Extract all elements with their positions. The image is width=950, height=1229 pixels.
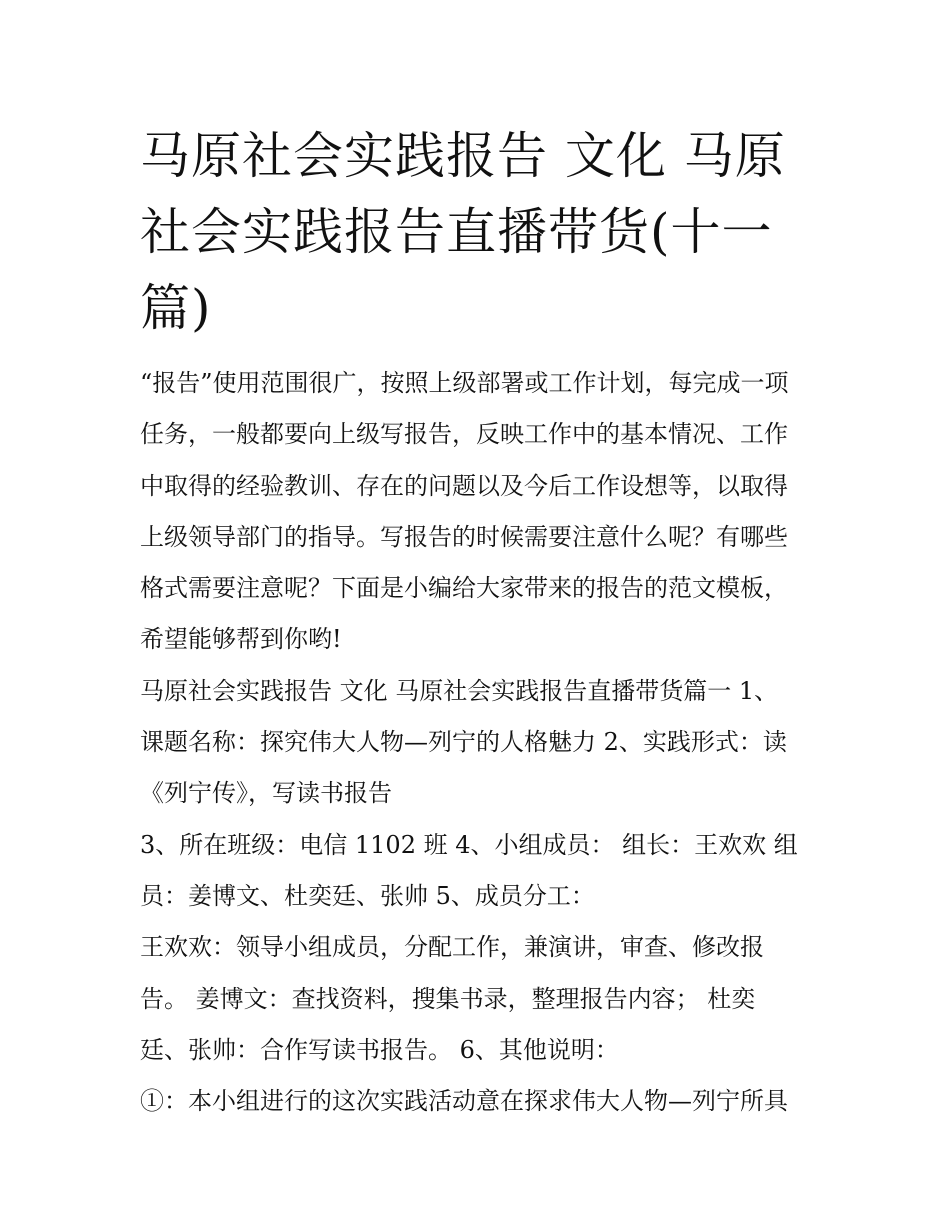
intro-line: “报告”使用范围很广，按照上级部署或工作计划，每完成一项	[140, 369, 789, 397]
intro-line: 任务，一般都要向上级写报告，反映工作中的基本情况、工作	[140, 420, 788, 449]
document-title	[140, 118, 820, 346]
section-line: 3、所在班级：电信 1102 班 4、小组成员： 组长：王欢欢 组	[140, 830, 798, 859]
section-line: 《列宁传》，写读书报告	[140, 779, 392, 808]
section-line: 马原社会实践报告 文化 马原社会实践报告直播带货篇一 1、	[140, 676, 779, 705]
section-line: 王欢欢：领导小组成员，分配工作，兼演讲，审查、修改报	[140, 933, 764, 962]
intro-line: 上级领导部门的指导。写报告的时候需要注意什么呢？有哪些	[140, 522, 788, 551]
section-line: 告。 姜博文：查找资料，搜集书录，整理报告内容； 杜奕	[140, 984, 756, 1013]
section-line: ①：本小组进行的这次实践活动意在探求伟大人物—列宁所具	[140, 1087, 788, 1116]
intro-line: 希望能够帮到你哟!	[140, 625, 342, 654]
section-line: 员：姜博文、杜奕廷、张帅 5、成员分工：	[140, 881, 595, 910]
intro-line: 格式需要注意呢？下面是小编给大家带来的报告的范文模板，	[140, 574, 788, 603]
intro-line: 中取得的经验教训、存在的问题以及今后工作设想等，以取得	[140, 471, 788, 500]
title-line: 篇)	[140, 279, 212, 337]
title-line: 社会实践报告直播带货(十一	[140, 203, 773, 261]
title-line: 马原社会实践报告 文化 马原	[140, 127, 786, 185]
section-line: 课题名称：探究伟大人物—列宁的人格魅力 2、实践形式：读	[140, 728, 787, 757]
section-line: 廷、张帅：合作写读书报告。 6、其他说明：	[140, 1035, 619, 1064]
document-body	[140, 358, 820, 1127]
